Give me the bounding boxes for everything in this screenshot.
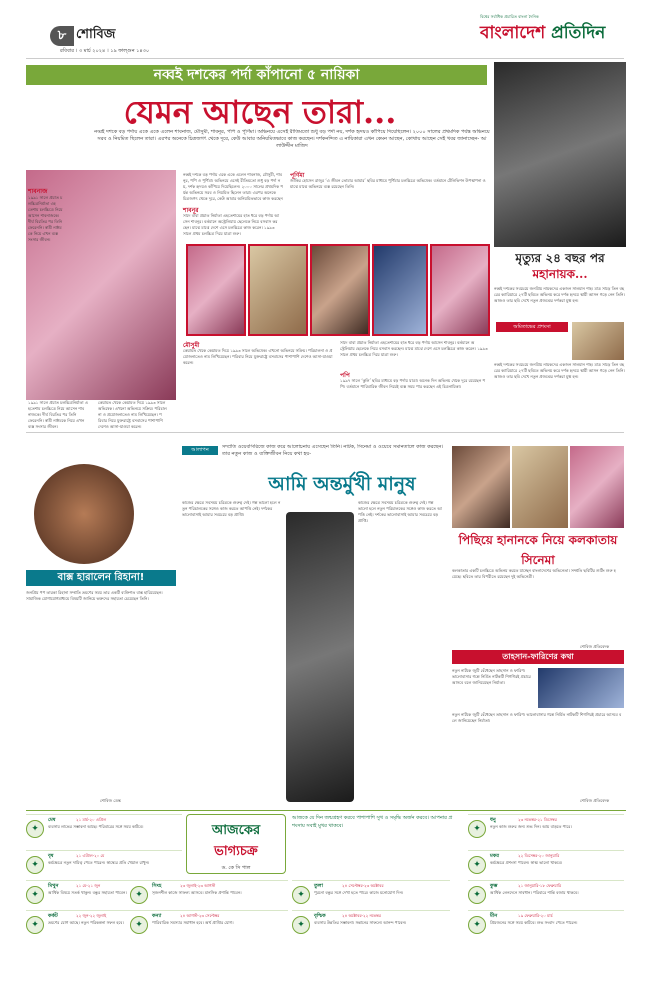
sign-date: ২২ জুন-২২ জুলাই [76, 913, 107, 918]
horoscope-sign-cell [468, 880, 624, 908]
purnima-photo [372, 244, 428, 336]
sign-name: কর্কট [48, 913, 58, 919]
section-title: শোবিজ [76, 27, 116, 42]
section-divider [26, 432, 624, 433]
sign-date: ২২ ডিসেম্বর-২০ জানুয়ারি [518, 853, 560, 858]
interview-photo [286, 512, 354, 802]
sign-text: কর্মক্ষেত্রে প্রশংসা পাবেন। স্বাস্থ্য ভালো থাকবে। [490, 860, 563, 865]
tahsan-credit: শোবিজ প্রতিবেদক [580, 798, 610, 803]
sign-text: প্রিয়জনের সঙ্গে সময় কাটবে। শুভ সংবাদ পেতে পারেন। [490, 920, 578, 925]
zodiac-icon: ✦ [130, 886, 148, 904]
sign-name: সিংহ [152, 883, 162, 889]
main-lead: নব্বই দশকে বড় পর্দায় একে একে এলেন শাবনাজ, মৌসুমী, শাবনূর, পপি ও পূর্ণিমা। অভিনয়ে এসেই রীতিমতো শুধু বড় পর্দা নয়, দর্শক হৃদয়ও কাঁপিয়ে দিয়েছিলেন। ২০০০ সালের প্রথমদিক পর্যন্ত অভিনয়ে সরব ও নিয়মিত ছিলেন তারা। এরপর অনেকে চিত্রজগৎ থেকে দূরে, কেউ আবার অনিয়মিতভাবে কাজ করছেন। দর্শকনন্দিত এ নায়িকারা এখন কেমন আছেন, কোথায় আছেন সেই খবর জানাচ্ছেন- আলাউদ্দীন মাজিদ [94, 129, 490, 149]
sign-date: ২৩ নভেম্বর-২১ ডিসেম্বর [518, 817, 557, 822]
zodiac-icon: ✦ [468, 916, 486, 934]
shabnaz-name: শাবনাজ [28, 188, 48, 195]
horoscope-sign-cell [292, 910, 450, 938]
sign-name: মিথুন [48, 883, 59, 889]
salman-title-1: মৃত্যুর ২৪ বছর পর [515, 251, 605, 265]
sign-text: ভ্রমণের যোগ আছে। নতুন পরিকল্পনা সফল হবে। [48, 920, 124, 925]
shabnur-text-2: সাদে বাবা প্রয়াত নির্মাতা এহতেশামের হাত ধরে বড় পর্দায় আসেন শাবনূর। বর্তমানে অস্ট্রেলিয়ায় ছেলেকে নিয়ে বসবাস করছেন। মাঝে মাঝে দেশে এসে চলচ্চিত্রে কাজ করেন। ১৯৯৩ সালে প্রথম চলচ্চিত্র দিয়ে যাত্রা শুরু। [340, 340, 488, 357]
page-number: ৮ [50, 26, 74, 46]
sign-name: বৃশ্চিক [314, 913, 326, 919]
kolkata-text: কলকাতার একটি চলচ্চিত্রে অভিনয় করতে যাচ্ছেন বাংলাদেশের অভিনেতা। সম্প্রতি ছবিটির শুটিং শুরু হয়েছে। ছবিতে তার বিপরীতে রয়েছেন দুই অভিনেত্রী। [452, 568, 616, 579]
sign-date: ২৪ সেপ্টেম্বর-২৩ অক্টোবর [342, 883, 384, 888]
zodiac-icon: ✦ [468, 856, 486, 874]
main-headline: যেমন আছেন তারা... [123, 93, 397, 131]
rihanna-photo [34, 464, 134, 564]
sign-date: ২১ মার্চ-২০ এপ্রিল [76, 817, 107, 822]
sign-name: মীন [490, 913, 498, 919]
moushumi-photo [186, 244, 246, 336]
horoscope-title-1: আজকের [211, 823, 261, 838]
horoscope-sign-cell [130, 910, 288, 938]
popy-text: ১৯৯৭ সালে ‘কুলি’ ছবির মাধ্যমে বড় পর্দায় যাত্রা। অনেক দিন অভিনয় থেকে দূরে রয়েছেন পপি। বর্তমানে পারিবারিক জীবন নিয়েই ব্যস্ত সময় পার করছেন এই চিত্রনায়িকা। [340, 378, 486, 389]
shabnaz-side-text: ১৯৯১ সালে প্রয়াত চলচ্চিত্রনির্মাতা এহতেশাম চলচ্চিত্রে নিয়ে আসেন শাবনাজকে। দীর্ঘ বিরতির পর তিনি ফেরেননি। স্বামী নাঈমকে নিয়ে এখন ব্যস্ত সংসার জীবন। [28, 400, 88, 428]
purnima-text: জাকির হোসেন রাজুর ‘এ জীবন তোমার আমার’ ছবির মাধ্যমে পূর্ণিমার চলচ্চিত্রে অভিষেক। বর্তমানে টেলিভিশন উপস্থাপনা ও মাঝে মাঝে অভিনয়ে ব্যস্ত রয়েছেন তিনি। [290, 178, 486, 189]
interview-text-col2: কাজের ক্ষেত্রে সবসময় চরিত্রকে গুরুত্ব দেই। গল্প ভালো হলে নতুন পরিচালকের সঙ্গেও কাজ করতে আপত্তি নেই। দর্শকের ভালোবাসাই আমার সবচেয়ে বড় প্রাপ্তি। [358, 500, 442, 523]
shabnur-photo [248, 244, 308, 336]
horoscope-sign-cell [26, 850, 182, 878]
zodiac-icon: ✦ [292, 916, 310, 934]
sign-text: কর্মক্ষেত্রে নতুন দায়িত্ব পেতে পারেন। স্বাস্থ্যের প্রতি খেয়াল রাখুন। [48, 860, 150, 865]
issue-date: রবিবার । ৩ মার্চ ২০২৪ । ১৯ ফাল্গুন ১৪৩০ [60, 48, 150, 54]
page-header [0, 0, 650, 52]
interview-intro: সম্প্রতি ওয়েবসিরিজে কাজ করে আলোচনায় এসেছেন তিনি। নাটক, সিনেমা ও ওয়েবে সমানতালে কাজ করছেন। তার নতুন কাজ ও ব্যক্তিজীবন নিয়ে কথা হয়- [222, 444, 444, 457]
zodiac-icon: ✦ [468, 820, 486, 838]
zodiac-icon: ✦ [468, 886, 486, 904]
amitabh-box-label: অমিতাভের প্রশংসা [496, 322, 568, 332]
horoscope-intro: আজকে যে দিন জন্মগ্রহণ করবে পাশাপাশি সুখ ও সমৃদ্ধি অর্জন করবে। আপনার প্রশংসায় সবাই মুখর থাকবে। [292, 815, 453, 829]
kolkata-photo-2 [512, 446, 568, 528]
rihanna-headline: বাক্স হারালেন রিহানা! [26, 570, 176, 586]
tahsan-photo [538, 668, 624, 708]
rihanna-credit: শোবিজ ডেস্ক [100, 798, 121, 803]
newspaper-logo: বাংলাদেশ প্রতিদিন [480, 23, 606, 43]
sign-date: ২১ মে-২১ জুন [76, 883, 101, 888]
sign-text: নতুন কাজ শুরুর জন্য শুভ দিন। আয় বাড়তে পারে। [490, 824, 572, 829]
intro-column: নব্বই দশকে বড় পর্দায় একে একে এলেন শাবনাজ, মৌসুমী, শাবনূর, পপি ও পূর্ণিমা। অভিনয়ে এসেই রীতিমতো শুধু বড় পর্দা নয়, দর্শক হৃদয়ও কাঁপিয়ে দিয়েছিলেন। ২০০০ সালের প্রথমদিক পর্যন্ত অভিনয়ে সরব ও নিয়মিত ছিলেন তারা। এরপর অনেকে চিত্রজগৎ থেকে দূরে, কেউ আবার অনিয়মিতভাবে কাজ করছেন [183, 172, 283, 201]
sign-text: ব্যবসায় লাভের সম্ভাবনা আছে। পরিবারের সঙ্গে সময় কাটবে। [48, 824, 144, 829]
sign-date: ২৪ অক্টোবর-২২ নভেম্বর [342, 913, 381, 918]
kolkata-credit: শোবিজ প্রতিবেদক [580, 644, 610, 649]
horoscope-sign-cell [468, 910, 624, 938]
kolkata-photo-3 [570, 446, 624, 528]
tagline: বিশ্বের সর্বাধিক প্রচারিত বাংলা দৈনিক [480, 14, 539, 19]
sign-name: তুলা [314, 883, 323, 889]
main-banner: নব্বই দশকের পর্দা কাঁপানো ৫ নায়িকা [26, 65, 487, 85]
zodiac-icon: ✦ [130, 916, 148, 934]
tahsan-text-1: নতুন নাটকে জুটি বেঁধেছেন তাহসান ও ফারিণ। ভালোবাসার গল্পে নির্মিত নাটকটি শিগগিরই প্রচারে আসবে বলে জানিয়েছেন নির্মাতা। [452, 668, 531, 685]
moushumi-text: কেয়ামত থেকে কেয়ামত দিয়ে ১৯৯৩ সালে অভিষেক। এখনো অভিনয়ে সক্রিয়। পরিচালনা ও প্রযোজনাতেও নাম লিখিয়েছেন। পরিবার নিয়ে যুক্তরাষ্ট্রে বসবাসের পাশাপাশি দেশেও আসা-যাওয়া করেন। [183, 348, 333, 365]
kolkata-headline: পিছিয়ে হানানকে নিয়ে কলকাতায় সিনেমা [458, 533, 618, 567]
zodiac-icon: ✦ [26, 820, 44, 838]
moushumi-name: মৌসুমী [183, 342, 200, 349]
sign-text: আর্থিক বিষয়ে সতর্ক থাকুন। বন্ধুর সহায়তা পাবেন। [48, 890, 127, 895]
popy-name: পপি [340, 372, 350, 379]
zodiac-icon: ✦ [292, 886, 310, 904]
sign-name: মকর [490, 853, 500, 859]
interview-tag: আলাপন [182, 446, 218, 455]
sign-date: ২৩ জুলাই-২৩ আগস্ট [180, 883, 216, 888]
sign-name: কুম্ভ [490, 883, 498, 889]
sign-text: পুরনো বন্ধুর সঙ্গে দেখা হতে পারে। কাজে মনোযোগ দিন। [314, 890, 404, 895]
horoscope-title-2: ভাগ্যচক্র [214, 844, 258, 859]
sign-text: সৃজনশীল কাজে সাফল্য আসবে। মানসিক প্রশান্তি পাবেন। [152, 890, 242, 895]
sign-date: ২১ এপ্রিল-২০ মে [76, 853, 105, 858]
sign-text: আর্থিক লেনদেনে সাবধান। পরিবারে শান্তি বজায় থাকবে। [490, 890, 579, 895]
purnima-name: পূর্ণিমা [290, 172, 305, 179]
sign-name: মেষ [48, 817, 56, 823]
salman-text-2: নব্বই দশকের সবচেয়ে জনপ্রিয় নায়কদের একজন সালমান শাহ। মাত্র সাড়ে তিন বছরের ক্যারিয়ারে ২৭টি ছবিতে অভিনয় করে দর্শক হৃদয়ে স্থায়ী আসন গড়ে নেন তিনি। আজও তার ছবি দেখে নতুন প্রজন্মের দর্শকরা মুগ্ধ হন। [494, 362, 625, 379]
sign-date: ২১ জানুয়ারি-১৮ ফেব্রুয়ারি [518, 883, 562, 888]
horoscope-sign-cell [468, 850, 624, 878]
horoscope-title-box [186, 814, 286, 874]
kolkata-photo-1 [452, 446, 510, 528]
rihanna-text: জনপ্রিয় পপ তারকা রিহানা সম্প্রতি ভ্রমণের সময় তার একটি ব্যক্তিগত বাক্স হারিয়েছেন। সামাজিক যোগাযোগমাধ্যমে বিষয়টি জানিয়ে ভক্তদের সহায়তা চেয়েছেন তিনি। [26, 590, 163, 601]
horoscope-divider [26, 810, 626, 811]
interview-headline: আমি অন্তর্মুখী মানুষ [268, 473, 416, 495]
moushumi-side-text: কেয়ামত থেকে কেয়ামত দিয়ে ১৯৯৩ সালে অভিষেক। এখনো অভিনয়ে সক্রিয়। পরিচালনা ও প্রযোজনাতেও নাম লিখিয়েছেন। পরিবার নিয়ে যুক্তরাষ্ট্রে বসবাসের পাশাপাশি দেশেও আসা-যাওয়া করেন। [98, 400, 167, 428]
salman-text: নব্বই দশকের সবচেয়ে জনপ্রিয় নায়কদের একজন সালমান শাহ। মাত্র সাড়ে তিন বছরের ক্যারিয়ারে ২৭টি ছবিতে অভিনয় করে দর্শক হৃদয়ে স্থায়ী আসন গড়ে নেন তিনি। আজও তার ছবি দেখে নতুন প্রজন্মের দর্শকরা মুগ্ধ হন। [494, 286, 625, 303]
horoscope-sign-cell [26, 814, 182, 842]
tahsan-text-2: নতুন নাটকে জুটি বেঁধেছেন তাহসান ও ফারিণ। ভালোবাসার গল্পে নির্মিত নাটকটি শিগগিরই প্রচারে আসবে বলে জানিয়েছেন নির্মাতা। [452, 712, 622, 723]
popy-photo [310, 244, 370, 336]
horoscope-author: ড. কে সি পাল [221, 865, 251, 871]
sign-date: ২৪ আগস্ট-২৩ সেপ্টেম্বর [180, 913, 220, 918]
tahsan-headline: তাহসান-ফারিণের কথা [452, 650, 624, 664]
salman-title-2: মহানায়ক... [532, 267, 588, 281]
sign-date: ১৯ ফেব্রুয়ারি-২০ মার্চ [518, 913, 553, 918]
horoscope-sign-cell [292, 880, 450, 908]
sign-text: ব্যবসায় উন্নতির সম্ভাবনা। সন্তানের সাফল্যে আনন্দ পাবেন। [314, 920, 407, 925]
sign-text: পারিবারিক সমস্যার সমাধান হবে। অর্থ প্রাপ্তির যোগ। [152, 920, 234, 925]
interview-text-col1: কাজের ক্ষেত্রে সবসময় চরিত্রকে গুরুত্ব দেই। গল্প ভালো হলে নতুন পরিচালকের সঙ্গেও কাজ করতে আপত্তি নেই। দর্শকের ভালোবাসাই আমার সবচেয়ে বড় প্রাপ্তি। [182, 500, 281, 517]
sign-name: ধনু [490, 817, 496, 823]
salman-photo [494, 62, 626, 247]
zodiac-icon: ✦ [26, 886, 44, 904]
zodiac-icon: ✦ [26, 916, 44, 934]
header-divider [26, 58, 624, 59]
sign-name: কন্যা [152, 913, 162, 919]
actress-photo [430, 244, 490, 336]
shabnur-text: সাদে বাবা প্রয়াত নির্মাতা এহতেশামের হাত ধরে বড় পর্দায় আসেন শাবনূর। বর্তমানে অস্ট্রেলিয়ায় ছেলেকে নিয়ে বসবাস করছেন। মাঝে মাঝে দেশে এসে চলচ্চিত্রে কাজ করেন। ১৯৯৩ সালে প্রথম চলচ্চিত্র দিয়ে যাত্রা শুরু। [183, 213, 280, 236]
shabnaz-text: ১৯৯১ সালে প্রয়াত চলচ্চিত্রনির্মাতা এহতেশাম চলচ্চিত্রে নিয়ে আসেন শাবনাজকে। দীর্ঘ বিরতির পর তিনি ফেরেননি। স্বামী নাঈমকে নিয়ে এখন ব্যস্ত সংসার জীবন। [28, 195, 63, 242]
amitabh-photo [572, 322, 624, 360]
sign-name: বৃষ [48, 853, 54, 859]
horoscope-sign-cell [468, 814, 624, 842]
shabnur-name: শাবনূর [183, 207, 199, 214]
zodiac-icon: ✦ [26, 856, 44, 874]
horoscope-sign-cell [130, 880, 288, 908]
